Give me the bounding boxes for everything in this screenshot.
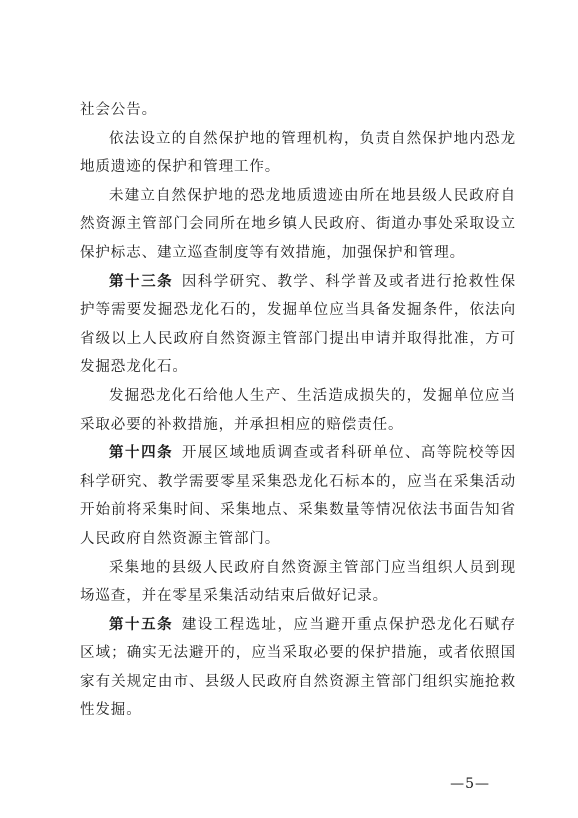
article-15	[80, 611, 516, 725]
paragraph-text: 依法设立的自然保护地的管理机构，负责自然保护地内恐龙地质遗迹的保护和管理工作。	[80, 130, 516, 176]
document-body	[80, 96, 516, 725]
article-13	[80, 268, 516, 382]
paragraph-5	[80, 382, 516, 439]
paragraph-7	[80, 554, 516, 611]
paragraph-text: 开展区域地质调查或者科研单位、高等院校等因科学研究、教学需要零星采集恐龙化石标本的，应当在采集活动开始前将采集时间、采集地点、采集数量等情况依法书面告知省人民政府自然资源主管部门。	[80, 445, 516, 547]
paragraph-text: 社会公告。	[80, 102, 157, 118]
paragraph-3	[80, 182, 516, 268]
paragraph-text: 因科学研究、教学、科学普及或者进行抢救性保护等需要发掘恐龙化石的，发掘单位应当具备发掘条件，依法向省级以上人民政府自然资源主管部门提出申请并取得批准，方可发掘恐龙化石。	[80, 273, 516, 376]
article-number: 第十四条	[109, 445, 174, 462]
paragraph-2	[80, 125, 516, 182]
paragraph-text: 建设工程选址，应当避开重点保护恐龙化石赋存区域；确实无法避开的，应当采取必要的保护措施，或者依照国家有关规定由市、县级人民政府自然资源主管部门组织实施抢救性发掘。	[80, 616, 516, 719]
paragraph-text: 发掘恐龙化石给他人生产、生活造成损失的，发掘单位应当采取必要的补救措施，并承担相应的赔偿责任。	[80, 387, 516, 433]
paragraph-text: 采集地的县级人民政府自然资源主管部门应当组织人员到现场巡查，并在零星采集活动结束后做好记录。	[80, 559, 516, 605]
page-number: —5—	[450, 776, 490, 792]
paragraph-text: 未建立自然保护地的恐龙地质遗迹由所在地县级人民政府自然资源主管部门会同所在地乡镇人民政府、街道办事处采取设立保护标志、建立巡查制度等有效措施，加强保护和管理。	[80, 187, 516, 261]
paragraph-1	[80, 96, 516, 125]
article-number: 第十三条	[109, 273, 174, 290]
article-14	[80, 439, 516, 553]
article-number: 第十五条	[109, 616, 174, 633]
